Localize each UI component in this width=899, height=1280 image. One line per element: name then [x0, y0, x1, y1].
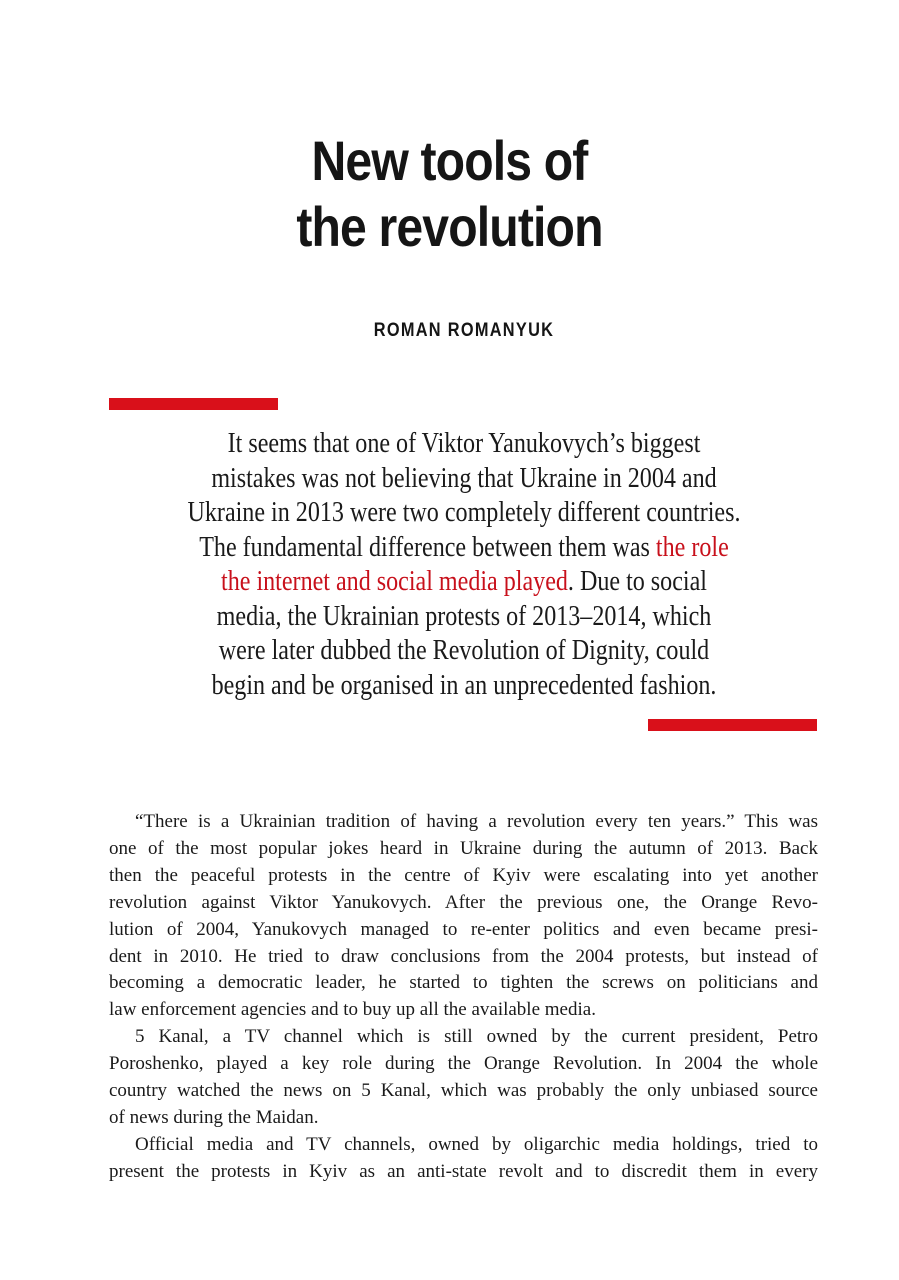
body-line: present the protests in Kyiv as an anti-state revolt and to discredit them in every	[109, 1160, 818, 1182]
author-byline: ROMAN ROMANYUK	[373, 320, 555, 341]
body-line: Poroshenko, played a key role during the Orange Revolution. In 2004 the whole	[109, 1053, 818, 1075]
lead-line: the internet and social media played. Due to social	[221, 565, 707, 597]
body-line: law enforcement agencies and to buy up all the available media.	[109, 999, 596, 1021]
lead-line: The fundamental difference between them was the role	[199, 530, 729, 563]
lead-highlight: the role	[655, 530, 729, 563]
article-title	[63, 128, 836, 260]
lead-line: were later dubbed the Revolution of Dignity, could	[218, 634, 710, 666]
body-line: then the peaceful protests in the centre of Kyiv were escalating into yet another	[109, 864, 818, 886]
title-line: New tools of	[311, 129, 588, 192]
lead-paragraph	[79, 426, 849, 702]
lead-line: mistakes was not believing that Ukraine in 2004 and	[211, 461, 717, 494]
body-line: country watched the news on 5 Kanal, which was probably the only unbiased source	[109, 1080, 818, 1102]
body-line: “There is a Ukrainian tradition of having a revolution every ten years.” This was	[135, 811, 818, 832]
lead-line: media, the Ukrainian protests of 2013–2014, which	[216, 599, 712, 632]
lead-line: It seems that one of Viktor Yanukovych’s biggest	[227, 427, 701, 459]
accent-rule-top	[109, 398, 278, 410]
body-line: becoming a democratic leader, he started to tighten the screws on politicians and	[109, 972, 818, 994]
body-line: of news during the Maidan.	[109, 1106, 319, 1128]
body-line: lution of 2004, Yanukovych managed to re-enter politics and even became presi-	[109, 918, 818, 940]
title-line: the revolution	[296, 195, 603, 258]
accent-rule-bottom	[648, 719, 817, 731]
body-line: revolution against Viktor Yanukovych. After the previous one, the Orange Revo-	[109, 891, 818, 913]
body-line: Official media and TV channels, owned by oligarchic media holdings, tried to	[135, 1133, 818, 1155]
body-line: 5 Kanal, a TV channel which is still owned by the current president, Petro	[135, 1026, 818, 1048]
lead-line: Ukraine in 2013 were two completely different countries.	[187, 496, 741, 528]
body-line: dent in 2010. He tried to draw conclusions from the 2004 protests, but instead of	[109, 945, 818, 967]
body-text	[109, 809, 818, 1186]
lead-line: begin and be organised in an unprecedented fashion.	[211, 668, 717, 701]
lead-highlight: the internet and social media played	[221, 565, 568, 597]
body-line: one of the most popular jokes heard in Ukraine during the autumn of 2013. Back	[109, 837, 818, 859]
